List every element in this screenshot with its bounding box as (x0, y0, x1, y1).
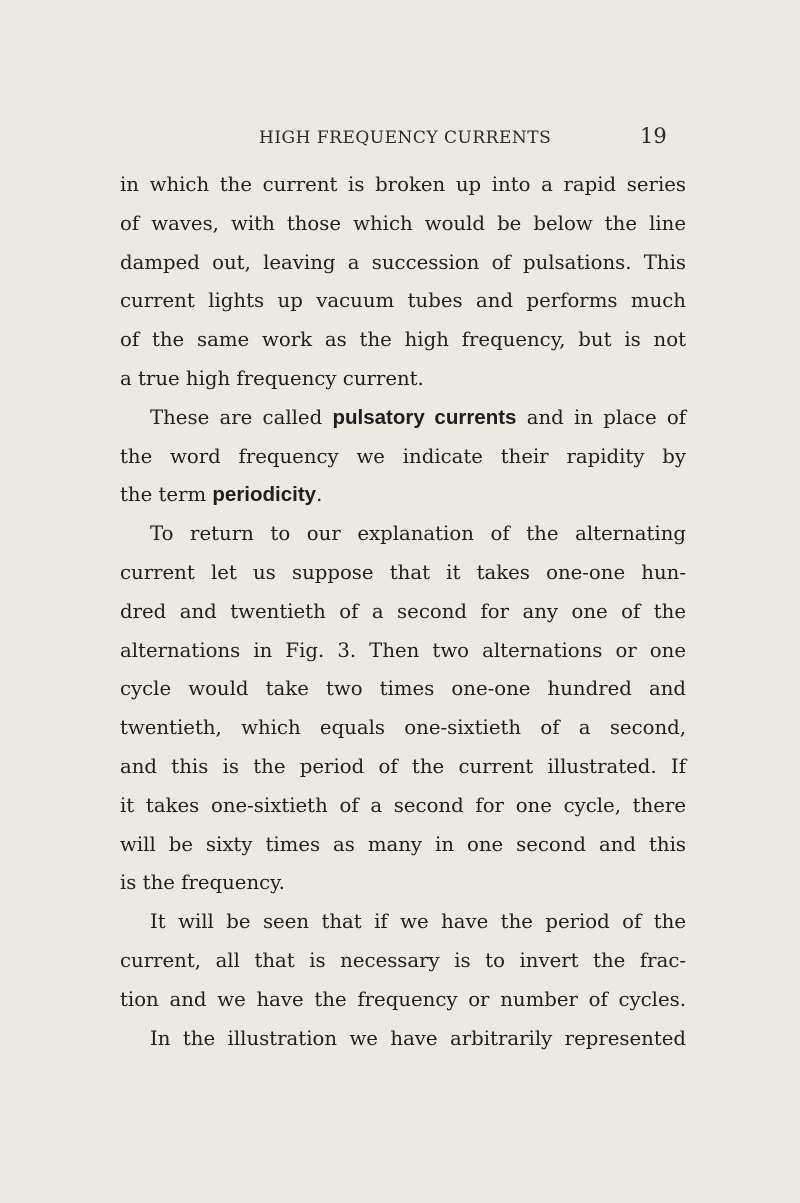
body-text (120, 166, 686, 1058)
text-line: tion and we have the frequency or number of cycles. (120, 987, 686, 1011)
text-line: damped out, leaving a succession of pulsations. This (120, 250, 686, 274)
text-line: of the same work as the high frequency, but is not (120, 328, 686, 352)
text-line: and this is the period of the current illustrated. If (120, 754, 686, 778)
bold-term-periodicity: periodicity (212, 483, 317, 507)
text-line: will be sixty times as many in one second and this (120, 832, 686, 856)
text-line: twentieth, which equals one-sixtieth of a second, (120, 716, 686, 740)
text-line: of waves, with those which would be below the line (120, 211, 686, 235)
text-run: These are called (150, 405, 333, 429)
text-line: cycle would take two times one-one hundred and (120, 677, 686, 701)
text-line: is the frequency. (120, 871, 285, 895)
text-run: the term (120, 483, 213, 507)
page-number: 19 (640, 124, 667, 148)
text-line: current let us suppose that it takes one-one hun- (120, 560, 686, 584)
text-line (120, 476, 686, 515)
text-line: In the illustration we have arbitrarily represented (150, 1026, 686, 1050)
text-line: It will be seen that if we have the period of the (150, 910, 686, 934)
bold-term-pulsatory-currents: pulsatory currents (332, 405, 517, 429)
running-head: HIGH FREQUENCY CURRENTS (259, 128, 552, 148)
text-line: a true high frequency current. (120, 366, 424, 390)
text-line: alternations in Fig. 3. Then two alternations or one (120, 638, 686, 662)
text-line: it takes one-sixtieth of a second for one cycle, there (120, 793, 686, 817)
text-line: To return to our explanation of the alternating (150, 522, 686, 546)
text-line: current, all that is necessary is to invert the frac- (120, 948, 686, 972)
text-line: dred and twentieth of a second for any one of the (120, 599, 686, 623)
text-line: current lights up vacuum tubes and performs much (120, 289, 686, 313)
text-line: the word frequency we indicate their rapidity by (120, 444, 686, 468)
text-line: in which the current is broken up into a rapid series (120, 173, 686, 196)
text-run: and in place of (516, 405, 687, 429)
text-line (120, 399, 686, 438)
text-run: . (316, 483, 323, 507)
